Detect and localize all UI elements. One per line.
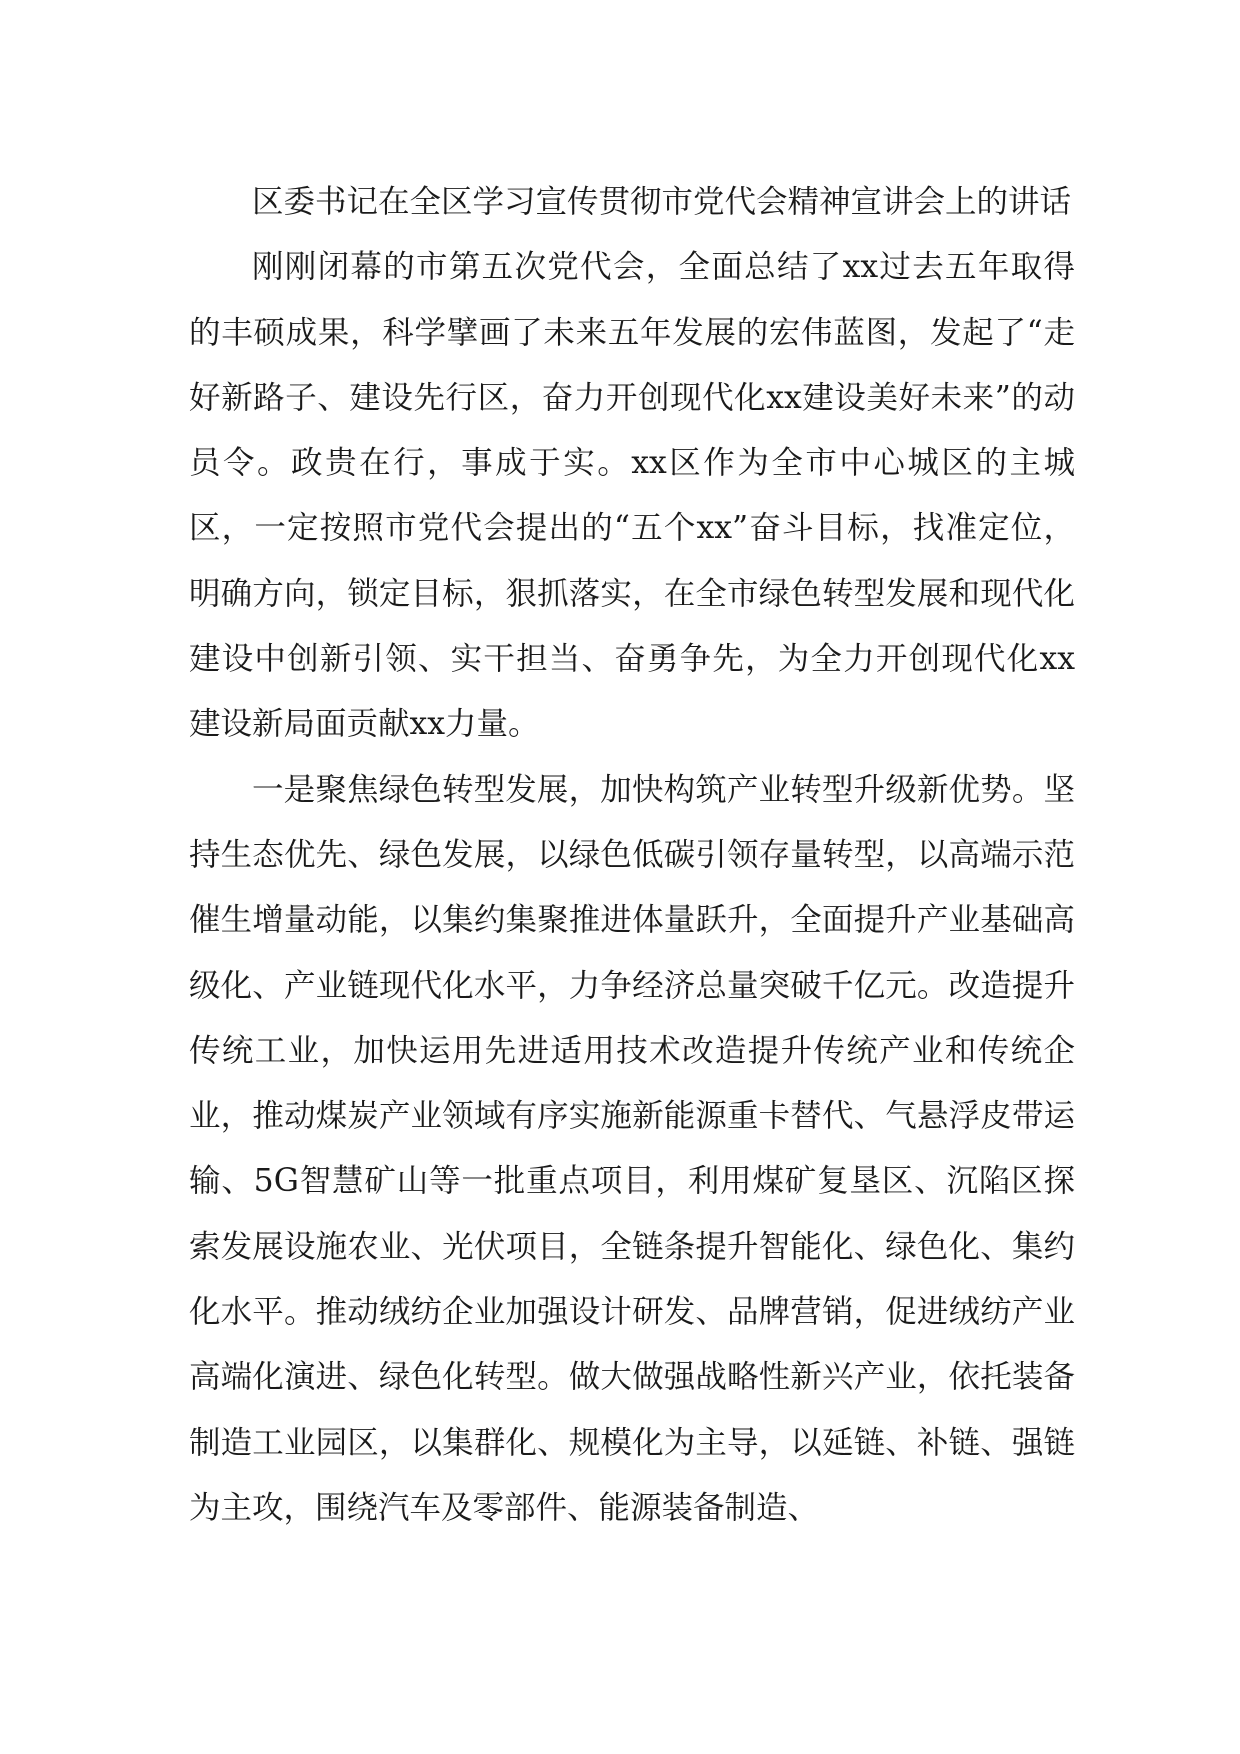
document-title: 区委书记在全区学习宣传贯彻市党代会精神宣讲会上的讲话 [252, 184, 1072, 220]
paragraph-green-transformation: 一是聚焦绿色转型发展，加快构筑产业转型升级新优势。坚持生态优先、绿色发展，以绿色低碳引领存量转型，以高端示范催生增量动能，以集约集聚推进体量跃升，全面提升产业基础高级化、产业链现代化水平，力争经济总量突破千亿元。改造提升传统工业，加快运用先进适用技术改造提升传统产业和传统企业，推动煤炭产业领域有序实施新能源重卡替代、气悬浮皮带运输、5G智慧矿山等一批重点项目，利用煤矿复垦区、沉陷区探索发展设施农业、光伏项目，全链条提升智能化、绿色化、集约化水平。推动绒纺企业加强设计研发、品牌营销，促进绒纺产业高端化演进、绿色化转型。做大做强战略性新兴产业，依托装备制造工业园区，以集群化、规模化为主导，以延链、补链、强链为主攻，围绕汽车及零部件、能源装备制造、 [189, 771, 1075, 1526]
document-body [189, 170, 1075, 1541]
paragraph-intro: 刚刚闭幕的市第五次党代会，全面总结了xx过去五年取得的丰硕成果，科学擘画了未来五年发展的宏伟蓝图，发起了“走好新路子、建设先行区，奋力开创现代化xx建设美好未来”的动员令。政贵在行，事成于实。xx区作为全市中心城区的主城区，一定按照市党代会提出的“五个xx”奋斗目标，找准定位，明确方向，锁定目标，狠抓落实，在全市绿色转型发展和现代化建设中创新引领、实干担当、奋勇争先，为全力开创现代化xx建设新局面贡献xx力量。 [189, 249, 1075, 743]
